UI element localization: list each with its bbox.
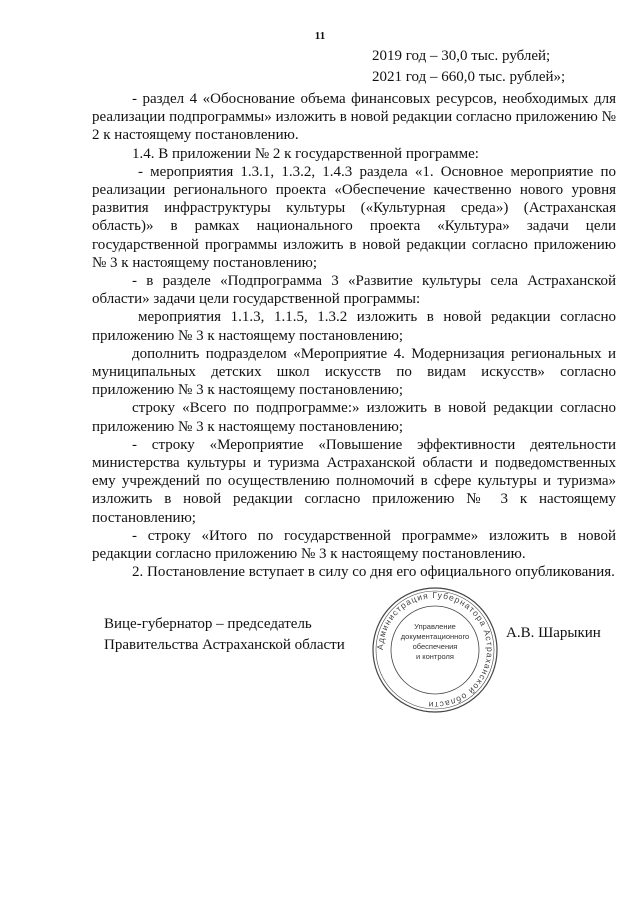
paragraph: - строку «Итого по государственной программе» изложить в новой редакции согласно приложению № 3 к настоящему постановлению.: [92, 527, 616, 563]
stamp-inner-line: обеспечения: [412, 642, 458, 651]
stamp-inner-text: [395, 622, 475, 662]
budget-line: 2021 год – 660,0 тыс. рублей»;: [372, 69, 566, 85]
stamp-inner-line: Управление: [414, 622, 456, 631]
signatory-name: А.В. Шарыкин: [506, 625, 601, 641]
stamp-inner-line: документационного: [400, 632, 470, 641]
page-number: 11: [314, 30, 326, 42]
signatory-position-line: Правительства Астраханской области: [104, 637, 345, 653]
paragraph: - строку «Мероприятие «Повышение эффективности деятельности министерства культуры и туризма Астраханской области и подведомственных ему учреждений по осуществлению полномочий в сфере культуры и туризма» изложить в новой редакции согласно приложению № 3 к настоящему постановлению;: [92, 436, 616, 526]
paragraph: - раздел 4 «Обоснование объема финансовых ресурсов, необходимых для реализации подпрограммы» изложить в новой редакции согласно приложению № 2 к настоящему постановлению.: [92, 91, 616, 144]
paragraph: строку «Всего по подпрограмме:» изложить в новой редакции согласно приложению № 3 к настоящему постановлению;: [92, 400, 616, 435]
budget-lines: [372, 46, 565, 88]
stamp-inner-line: и контроля: [415, 652, 454, 661]
paragraph: 1.4. В приложении № 2 к государственной программе:: [132, 145, 479, 162]
signatory-position-line: Вице-губернатор – председатель: [104, 616, 312, 632]
paragraph: - мероприятия 1.3.1, 1.3.2, 1.4.3 раздела «1. Основное мероприятие по реализации регионального проекта «Обеспечение качественно нового уровня развития инфраструктуры культуры («Культурная среда») (Астраханская область)» в рамках национального проекта «Культура» задачи цели государственной программы изложить в новой редакции согласно приложению № 3 к настоящему постановлению;: [92, 163, 616, 271]
stamp-ring-text: Администрация Губернатора Астраханской области: [374, 589, 496, 711]
paragraph: дополнить подразделом «Мероприятие 4. Модернизация региональных и муниципальных детских школ искусств по видам искусств» согласно приложению № 3 к настоящему постановлению;: [92, 345, 616, 399]
signatory-position: [104, 614, 345, 656]
budget-line: 2019 год – 30,0 тыс. рублей;: [372, 48, 551, 64]
paragraph: 2. Постановление вступает в силу со дня его официального опубликования.: [132, 564, 615, 581]
paragraph: мероприятия 1.1.3, 1.1.5, 1.3.2 изложить в новой редакции согласно приложению № 3 к настоящему постановлению;: [92, 309, 616, 344]
paragraph: - в разделе «Подпрограмма 3 «Развитие культуры села Астраханской области» задачи цели государственной программы:: [92, 273, 616, 308]
document-body: [92, 90, 616, 581]
